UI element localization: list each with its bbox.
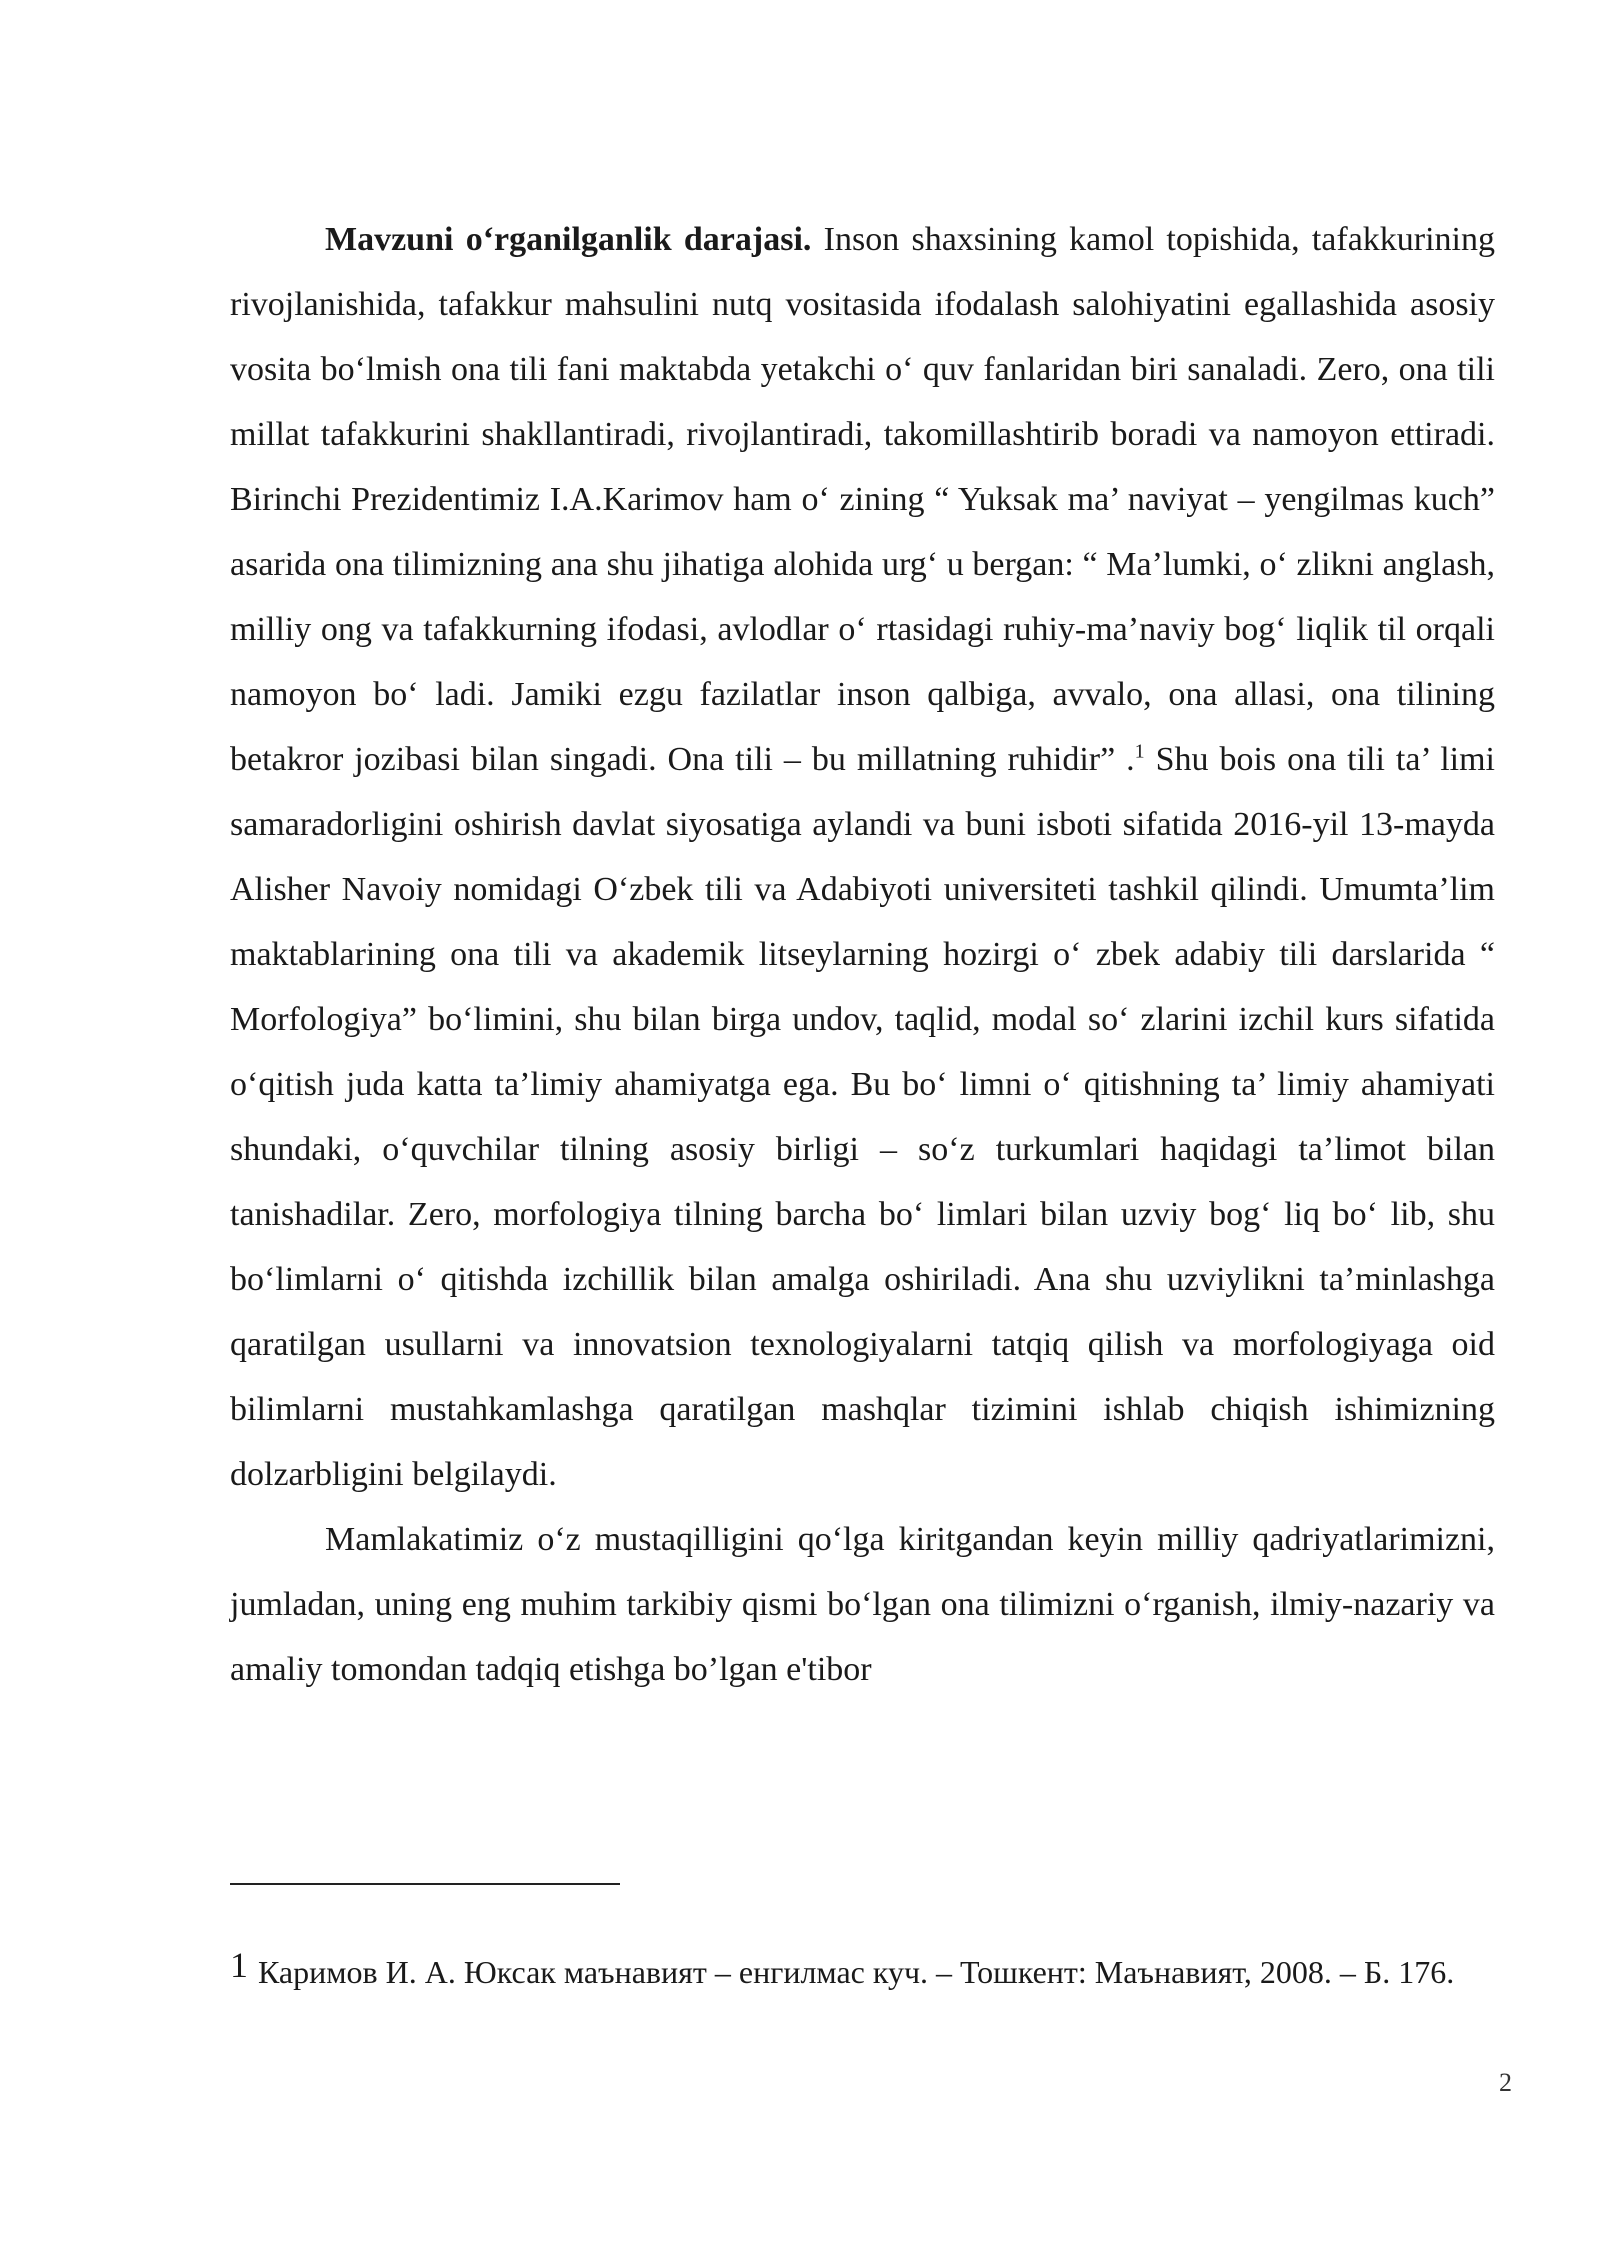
paragraph-1-text-continued: Shu bois ona tili ta’ limi samaradorligini oshirish davlat siyosatiga aylandi va buni isboti sifatida 2016-yil 13-mayda Alisher Navoiy nomidagi O‘zbek tili va Adabiyoti universiteti tashkil qilindi. Umumta’lim maktablarining ona tili va akademik litseylarning hozirgi o‘ zbek adabiy tili darslarida “ Morfologiya” bo‘limini, shu bilan birga undov, taqlid, modal so‘ zlarini izchil kurs sifatida o‘qitish juda katta ta’limiy ahamiyatga ega. Bu bo‘ limni o‘ qitishning ta’ limiy ahamiyati shundaki, o‘quvchilar tilning asosiy birligi – so‘z turkumlari haqidagi ta’limot bilan tanishadilar. Zero, morfologiya tilning barcha bo‘ limlari bilan uzviy bog‘ liq bo‘ lib, shu bo‘limlarni o‘ qitishda izchillik bilan amalga oshiriladi. Ana shu uzviylikni ta’minlashga qaratilgan usullarni va innovatsion texnologiyalarni tatqiq qilish va morfologiyaga oid bilimlarni mustahkamlashga qaratilgan mashqlar tizimini ishlab chiqish ishimizning dolzarbligini belgilaydi. (230, 741, 1495, 1493)
paragraph-2 (230, 1507, 1495, 1702)
footnote-reference[interactable]: 1 (1134, 740, 1145, 763)
footnote-number: 1 (230, 1945, 248, 1985)
footnote-text: Каримов И. А. Юксак маънавият – енгилмас куч. – Тошкент: Маънавият, 2008. – Б. 176. (258, 1954, 1455, 1990)
paragraph-2-text: Mamlakatimiz o‘z mustaqilligini qo‘lga kiritgandan keyin milliy qadriyatlarimizni, jumladan, uning eng muhim tarkibiy qismi bo‘lgan ona tilimizni o‘rganish, ilmiy-nazariy va amaliy tomondan tadqiq etishga bo’lgan e'tibor (230, 1521, 1495, 1688)
footnote-separator (230, 1883, 620, 1885)
body-text (230, 207, 1495, 1702)
paragraph-1 (230, 207, 1495, 1507)
page-number: 2 (1499, 2068, 1512, 2097)
paragraph-1-text: Inson shaxsining kamol topishida, tafakkurining rivojlanishida, tafakkur mahsulini nutq vositasida ifodalash salohiyatini egallashida asosiy vosita bo‘lmish ona tili fani maktabda yetakchi o‘ quv fanlaridan biri sanaladi. Zero, ona tili millat tafakkurini shakllantiradi, rivojlantiradi, takomillashtirib boradi va namoyon ettiradi. Birinchi Prezidentimiz I.A.Karimov ham o‘ zining “ Yuksak ma’ naviyat – yengilmas kuch” asarida ona tilimizning ana shu jihatiga alohida urg‘ u bergan: “ Ma’lumki, o‘ zlikni anglash, milliy ong va tafakkurning ifodasi, avlodlar o‘ rtasidagi ruhiy-ma’naviy bog‘ liqlik til orqali namoyon bo‘ ladi. Jamiki ezgu fazilatlar inson qalbiga, avvalo, ona allasi, ona tilining betakror jozibasi bilan singadi. Ona tili – bu millatning ruhidir” . (230, 221, 1495, 778)
section-heading-lead: Mavzuni o‘rganilganlik darajasi. (325, 221, 812, 258)
footnote (230, 1942, 1495, 1996)
